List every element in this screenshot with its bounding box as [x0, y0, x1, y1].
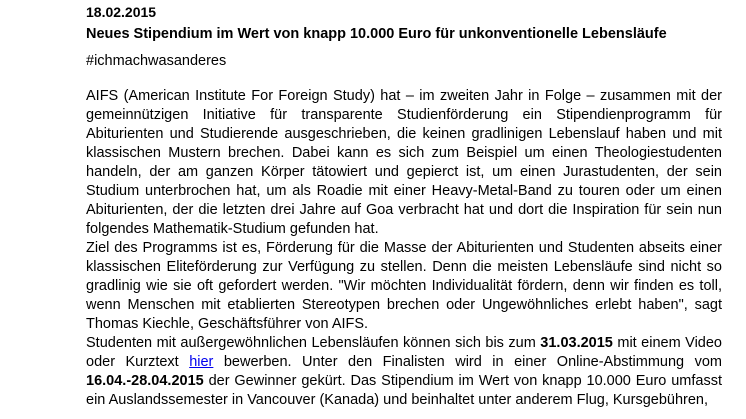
paragraph-application: [86, 334, 722, 410]
press-release-date: 18.02.2015: [86, 4, 157, 20]
vote-date-range: 16.04.-28.04.2015: [86, 373, 204, 389]
paragraph-intro: AIFS (American Institute For Foreign Study) hat – im zweiten Jahr in Folge – zusammen mit der gemeinnützigen Initiative für transparente Studienförderung ein Stipendienprogramm für Abiturienten und Studierende ausgeschrieben, die keinen gradlinigen Lebenslauf haben und mit klassischen Mustern brechen. Dabei kann es sich zum Beispiel um einen Theologiestudenten handeln, der am ganzen Körper tätowiert und gepierct ist, um einen Jurastudenten, der sein Studium unterbrochen hat, um als Roadie mit einer Heavy-Metal-Band zu touren oder um einen Abiturienten, der die letzten drei Jahre auf Goa verbracht hat und dort die Inspiration für sein nun folgendes Mathematik-Studium gefunden hat.: [86, 88, 722, 237]
application-text-part1: Studenten mit außergewöhnlichen Lebensläufen können sich bis zum: [86, 335, 541, 351]
paragraph-goal: Ziel des Programms ist es, Förderung für die Masse der Abiturienten und Studenten abseits einer klassischen Eliteförderung zur Verfügung zu stellen. Denn die meisten Lebensläufe sind nicht so gradlinig wie sie oft gefordert werden. "Wir möchten Individualität fördern, denn wir finden es toll, wenn Menschen mit etablierten Stereotypen brechen oder Ungewöhnliches erlebt haben", sagt Thomas Kiechle, Geschäftsführer von AIFS.: [86, 240, 722, 332]
application-text-part4: der Gewinner gekürt. Das Stipendium im Wert von knapp 10.000 Euro umfasst ein Auslandssemester in Vancouver (Kanada) und beinhaltet unter anderem Flug, Kursgebühren,: [86, 373, 722, 408]
application-text-part3: bewerben. Unter den Finalisten wird in einer Online-Abstimmung vom: [213, 354, 723, 370]
application-link[interactable]: hier: [189, 354, 214, 370]
application-text-part2: mit einem Video oder Kurztext: [86, 335, 722, 370]
hashtag: #ichmachwasanderes: [86, 53, 227, 69]
deadline-date: 31.03.2015: [540, 335, 613, 351]
headline: Neues Stipendium im Wert von knapp 10.000 Euro für unkonventionelle Lebensläufe: [86, 26, 667, 42]
body-text: [86, 87, 722, 410]
